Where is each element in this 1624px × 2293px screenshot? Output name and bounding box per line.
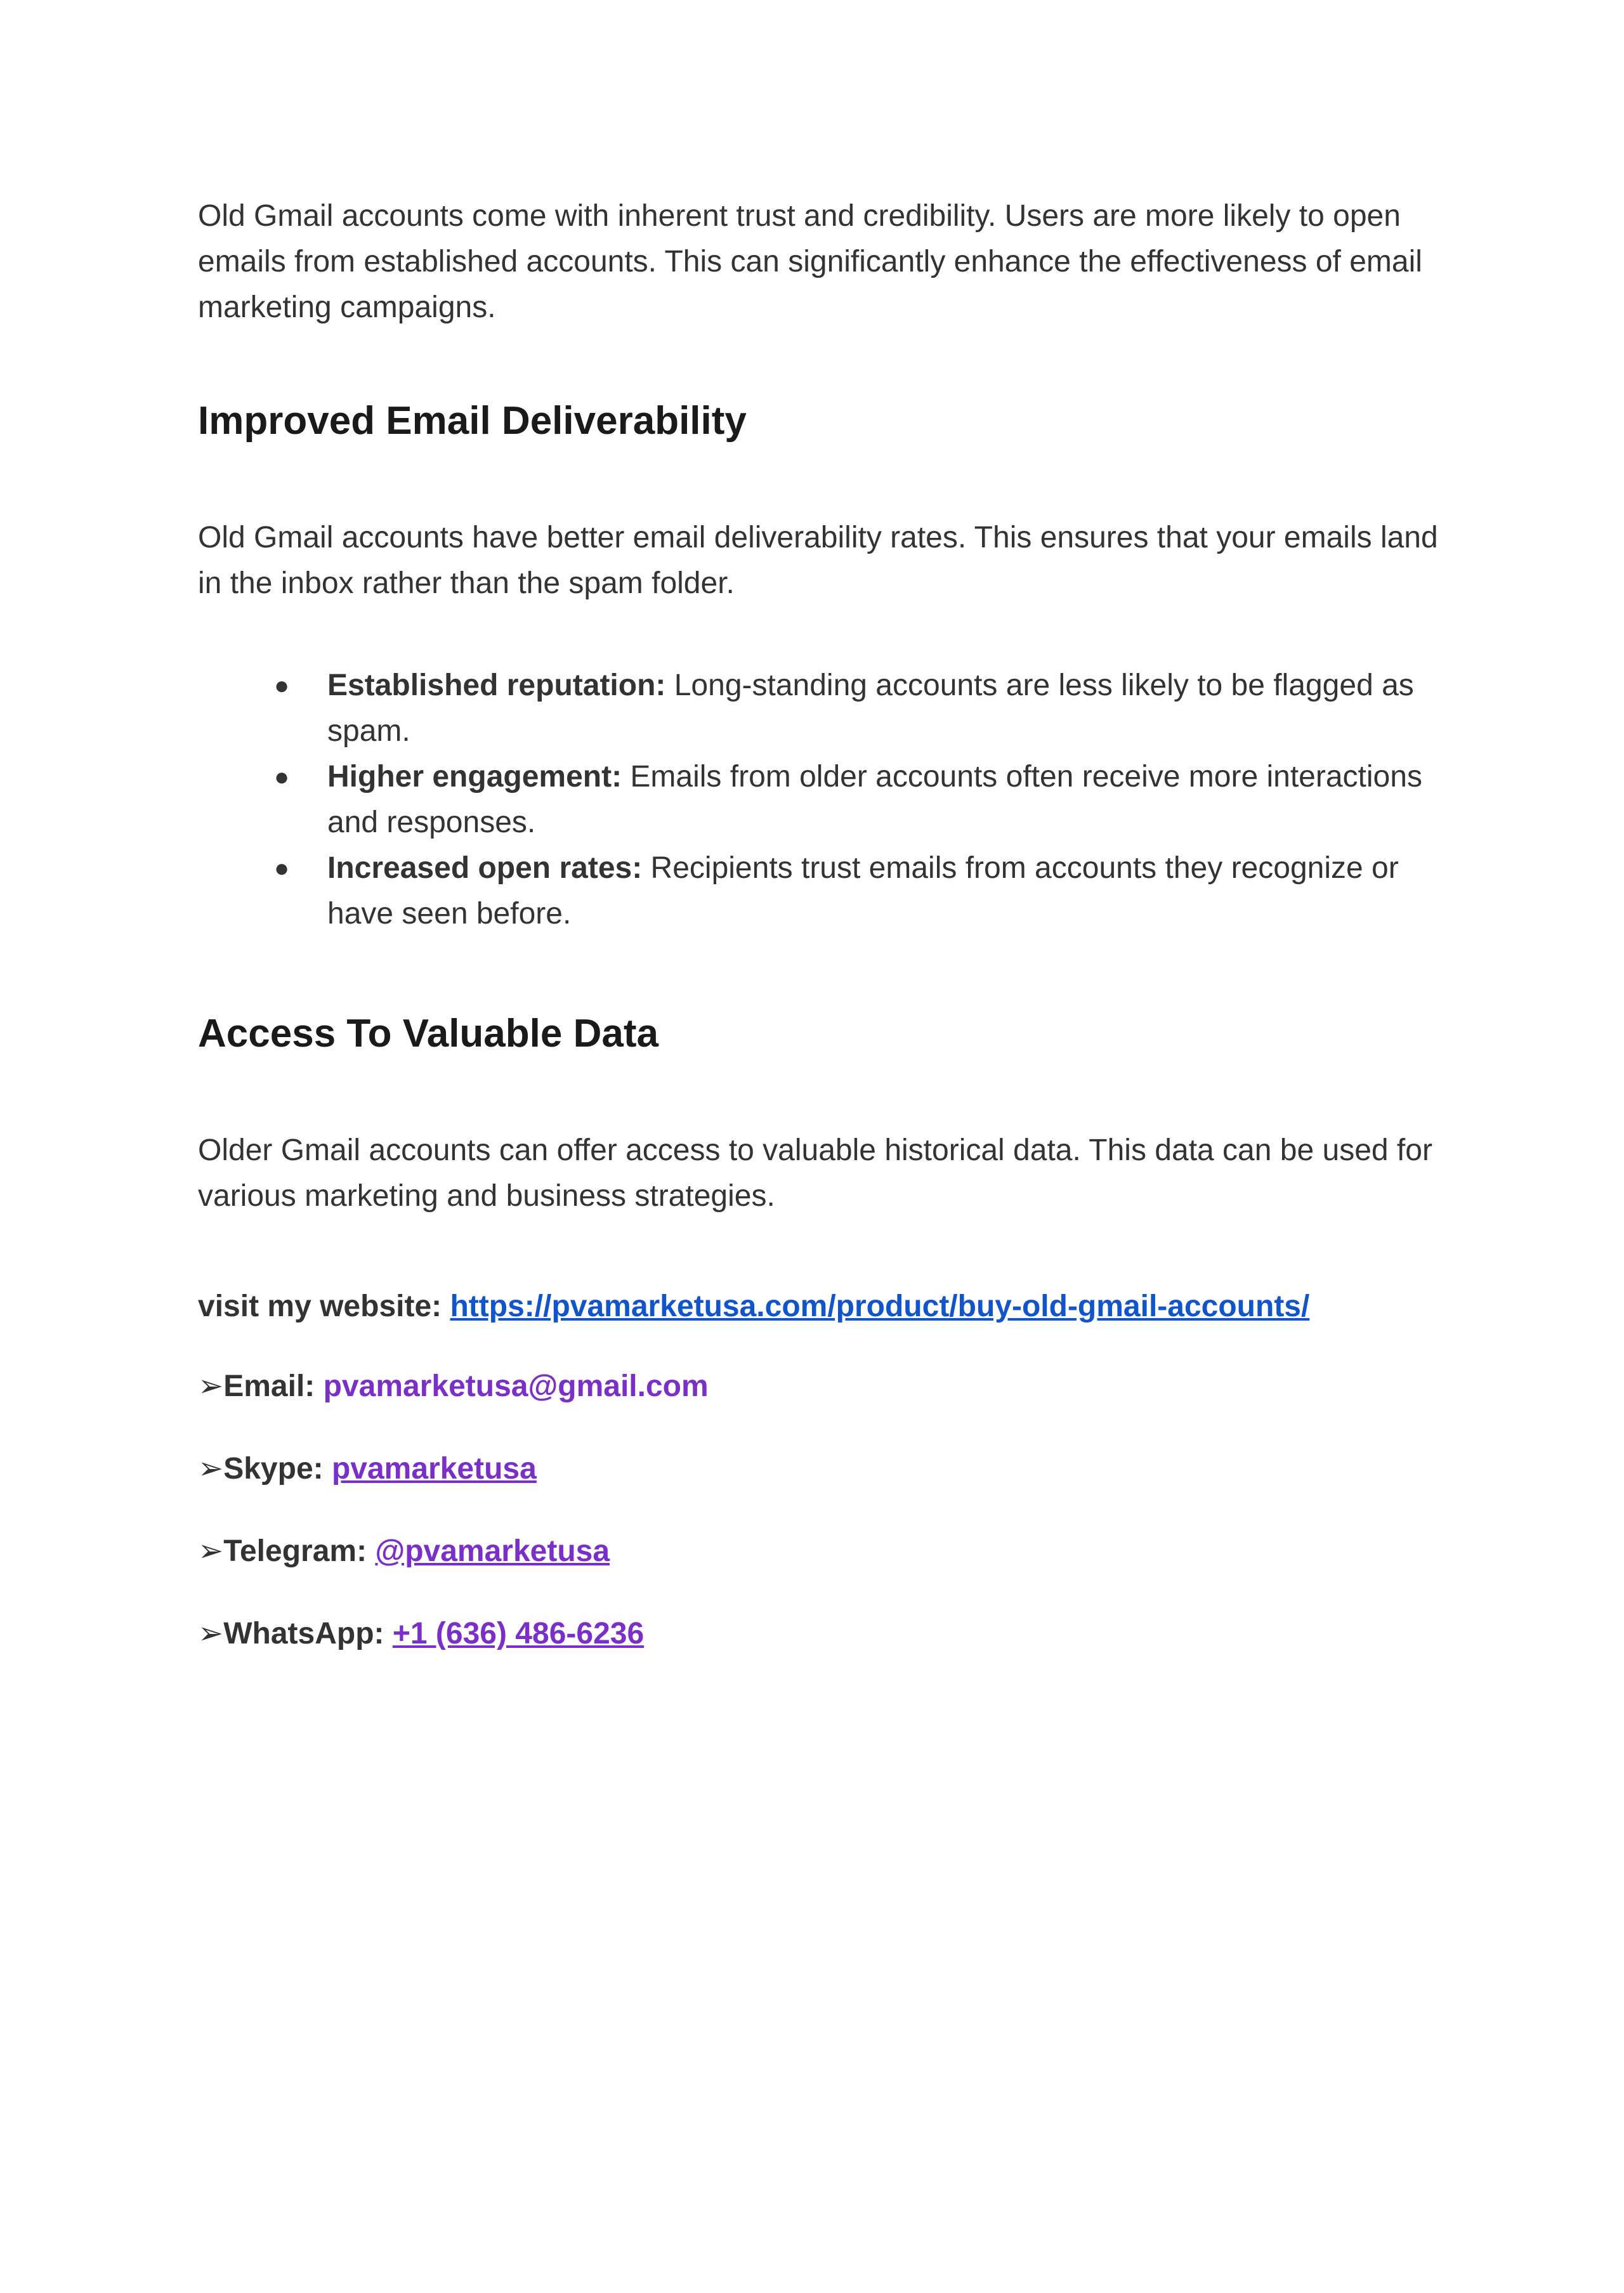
bullet-icon: ●	[274, 854, 290, 882]
bullet-bold-label: Established reputation:	[327, 669, 666, 702]
whatsapp-label: WhatsApp:	[223, 1617, 393, 1650]
section-heading-deliverability: Improved Email Deliverability	[198, 399, 747, 443]
bullet-bold-label: Increased open rates:	[327, 851, 643, 885]
arrow-icon: ➢	[198, 1368, 224, 1404]
telegram-link[interactable]: @pvamarketusa	[375, 1534, 610, 1568]
arrow-icon: ➢	[198, 1451, 224, 1486]
bullet-icon: ●	[274, 763, 290, 791]
bullet-text: Long-standing accounts are less likely to be flagged as spam.	[327, 669, 1414, 748]
arrow-icon: ➢	[198, 1616, 224, 1651]
bullet-text: Recipients trust emails from accounts they recognize or have seen before.	[327, 851, 1399, 931]
website-label: visit my website:	[198, 1290, 450, 1323]
intro-paragraph: Old Gmail accounts come with inherent trust and credibility. Users are more likely to open emails from established accounts. This can significantly enhance the effectiveness of email marketing campaigns.	[198, 199, 1422, 324]
bullet-text: Emails from older accounts often receive more interactions and responses.	[327, 760, 1422, 839]
whatsapp-link[interactable]: +1 (636) 486-6236	[392, 1617, 645, 1650]
skype-line	[198, 1449, 537, 1488]
arrow-icon: ➢	[198, 1533, 224, 1569]
list-item	[274, 846, 1454, 937]
email-label: Email:	[223, 1369, 324, 1403]
bullet-icon: ●	[274, 672, 290, 700]
website-line	[198, 1288, 1309, 1326]
email-line	[198, 1367, 709, 1406]
list-item	[274, 754, 1454, 846]
deliverability-bullet-list	[274, 663, 1454, 937]
deliverability-paragraph: Old Gmail accounts have better email deliverability rates. This ensures that your emails land in the inbox rather than the spam folder.	[198, 521, 1438, 600]
telegram-label: Telegram:	[223, 1534, 376, 1568]
list-item	[274, 663, 1454, 754]
skype-link[interactable]: pvamarketusa	[331, 1452, 537, 1486]
valuable-data-paragraph: Older Gmail accounts can offer access to valuable historical data. This data can be used for various marketing and business strategies.	[198, 1133, 1432, 1213]
section-heading-valuable-data: Access To Valuable Data	[198, 1012, 658, 1055]
website-link[interactable]: https://pvamarketusa.com/product/buy-old-gmail-accounts/	[450, 1290, 1310, 1323]
skype-label: Skype:	[223, 1452, 332, 1486]
telegram-line	[198, 1532, 610, 1571]
email-value[interactable]: pvamarketusa@gmail.com	[323, 1369, 709, 1403]
bullet-bold-label: Higher engagement:	[327, 760, 622, 794]
whatsapp-line	[198, 1614, 644, 1653]
